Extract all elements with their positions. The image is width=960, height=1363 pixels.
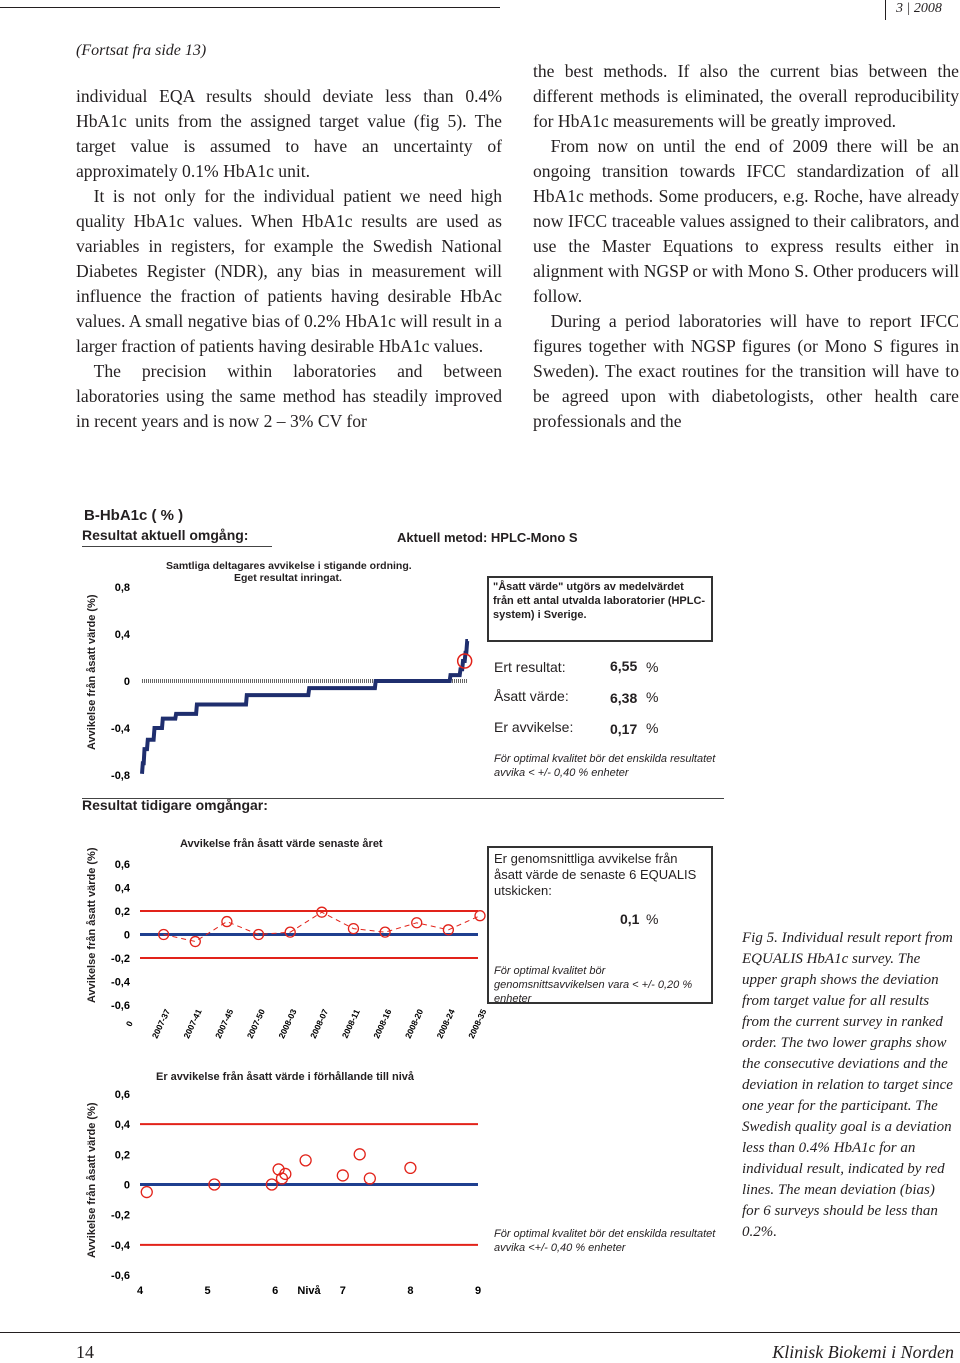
quality-note: För optimal kvalitet bör genomsnittsavvikelsen vara < +/- 0,20 % enheter (494, 965, 693, 1005)
y-tick-label: -0,6 (111, 1000, 130, 1012)
previous-heading: Resultat tidigare omgångar: (82, 797, 268, 813)
x-tick-label: 4 (136, 1285, 144, 1297)
x-tick-label: 6 (272, 1285, 279, 1297)
paragraph: individual EQA results should deviate less than 0.4% HbA1c units from the assigned target value (fig 5). The target value is assumed to have an uncertainty of approximately 0.1% HbA1c unit. (76, 86, 502, 181)
x-tick-label: 2007-37 (149, 1007, 173, 1040)
data-point (222, 917, 232, 927)
y-tick-label: 0 (123, 1179, 130, 1192)
y-axis-label: Avvikelse från åsatt värde (%) (86, 594, 98, 750)
y-tick-label: 0,4 (114, 882, 130, 895)
data-point (475, 911, 485, 921)
x-tick-label: 9 (474, 1285, 482, 1297)
right-column (533, 59, 959, 434)
result-label: Ert resultat: (494, 659, 566, 675)
y-tick-label: -0,4 (111, 1239, 130, 1252)
data-point (190, 937, 200, 947)
paragraph: the best methods. If also the current bias between the different methods is eliminated, the overall reproducibility for HbA1c measurements will be greatly improved. (533, 61, 959, 131)
y-tick-label: -0,4 (111, 723, 130, 735)
y-tick-label: -0,4 (111, 976, 130, 989)
x-tick-label: 2008-20 (402, 1007, 426, 1040)
data-point (300, 1155, 311, 1166)
y-tick-label: 0,8 (114, 582, 130, 594)
y-tick-label: 0,4 (114, 629, 130, 641)
x-tick-label: 2008-03 (276, 1007, 299, 1040)
x-tick-label: 2007-45 (213, 1007, 236, 1040)
paragraph: From now on until the end of 2009 there will be an ongoing transition towards IFCC standardization of all HbA1c methods. Some producers, e.g. Roche, have already now IFCC traceable values assigned to their calibrators, and use the Master Equations to express results either in alignment with NGSP or with Mono S. Other producers will follow. (533, 136, 959, 306)
level-chart-title: Er avvikelse från åsatt värde i förhållande till nivå (156, 1071, 415, 1083)
y-tick-label: -0,2 (111, 953, 130, 965)
paragraph: The precision within laboratories and between laboratories using the same method has steadily improved in recent years and is now 2 – 3% CV for (76, 361, 502, 431)
x-tick-label: 8 (407, 1285, 414, 1297)
unit: % (646, 911, 659, 927)
journal-title: Klinisk Biokemi i Norden (772, 1342, 954, 1362)
x-tick-label: 5 (204, 1285, 211, 1297)
ranked-chart-title: Samtliga deltagares avvikelse i stigande ordning. (166, 560, 412, 572)
y-tick-label: 0,6 (114, 859, 130, 871)
header-rule (0, 7, 500, 8)
mean-value: 0,1 (620, 911, 640, 927)
page-marker: 3 | 2008 (885, 0, 960, 20)
y-tick-label: 0,4 (114, 1119, 130, 1132)
x-tick-label: 2008-24 (434, 1007, 457, 1040)
data-point (337, 1170, 348, 1181)
y-tick-label: -0,8 (111, 770, 130, 782)
x-tick-label: 2008-35 (466, 1007, 489, 1040)
deviation-label: Er avvikelse: (494, 719, 574, 735)
x-tick-label: 2007-41 (181, 1007, 204, 1040)
continued-note: (Fortsat fra side 13) (76, 42, 207, 59)
y-tick-label: -0,6 (111, 1270, 130, 1282)
x-tick-label: 0 (123, 1019, 135, 1028)
quality-note: För optimal kvalitet bör det enskilda resultatet avvika <+/- 0,40 % enheter (494, 1228, 716, 1254)
x-tick-label: 2008-16 (371, 1007, 394, 1040)
data-point (354, 1149, 365, 1160)
data-point (405, 1162, 416, 1173)
deviation-value: 0,17 (610, 721, 638, 737)
ranked-deviation-chart (100, 560, 480, 795)
heading-rule (82, 546, 272, 547)
ranked-series (142, 641, 468, 774)
x-tick-label: 2008-11 (339, 1007, 362, 1040)
y-tick-label: 0,6 (114, 1089, 130, 1101)
level-chart (100, 1065, 490, 1305)
x-axis-label: Nivå (297, 1285, 321, 1297)
figure-title: B-HbA1c ( % ) (84, 507, 184, 524)
mean-note: Er genomsnittliga avvikelse från åsatt värde de senaste 6 EQUALIS utskicken: (494, 851, 697, 898)
left-column (76, 84, 502, 434)
y-tick-label: 0,2 (114, 1149, 130, 1162)
y-tick-label: -0,2 (111, 1209, 130, 1222)
unit: % (646, 720, 659, 736)
paragraph: It is not only for the individual patient we need high quality HbA1c values. When HbA1c results are used as variables in registers, for example the Swedish National Diabetes Register (NDR), any bias in measurement will influence the fraction of patients having desirable HbAc values. A small negative bias of 0.2% HbA1c will result in a larger fraction of patients having desirable HbA1c values. (76, 186, 502, 356)
target-value: 6,38 (610, 690, 638, 706)
y-tick-label: 0,2 (114, 906, 130, 918)
section-rule (82, 798, 724, 799)
y-tick-label: 0 (123, 676, 130, 688)
current-heading: Resultat aktuell omgång: (82, 527, 249, 543)
page-number: 14 (76, 1342, 94, 1362)
x-tick-label: 7 (339, 1285, 346, 1297)
data-point (141, 1187, 152, 1198)
target-note-box (487, 576, 713, 642)
x-tick-label: 2007-50 (244, 1007, 267, 1040)
history-chart (100, 835, 490, 1060)
target-label: Åsatt värde: (494, 688, 569, 704)
paragraph: During a period laboratories will have to report IFCC figures together with NGSP figures (or Mono S figures in Sweden). The exact routines for the transition will have to be agreed upon with diabetologists, other health care professionals and the (533, 311, 959, 431)
unit: % (646, 659, 659, 675)
unit: % (646, 689, 659, 705)
y-axis-label: Avvikelse från åsatt värde (%) (86, 1102, 98, 1258)
x-tick-label: 2008-07 (307, 1007, 331, 1040)
y-axis-label: Avvikelse från åsatt värde (%) (86, 847, 98, 1003)
data-point (364, 1173, 375, 1184)
y-tick-label: 0 (123, 929, 130, 942)
figure-caption: Fig 5. Individual result report from EQUALIS HbA1c survey. The upper graph shows the deviation from target value for all results from the current survey in ranked order. The two lower graphs show the consecutive deviations and the deviation in relation to target since one year for the participant. The Swedish quality goal is a deviation less than 0.4% HbA1c for an individual result, indicated by red lines. The mean deviation (bias) for 6 surveys should be less than 0.2%. (742, 930, 953, 1240)
history-chart-title: Avvikelse från åsatt värde senaste året (180, 838, 383, 850)
ranked-chart-subtitle: Eget resultat inringat. (234, 572, 342, 584)
target-note: "Åsatt värde" utgörs av medelvärdet från ett antal utvalda laboratorier (HPLC-system) i Sverige. (493, 581, 706, 621)
quality-note: För optimal kvalitet bör det enskilda resultatet avvika < +/- 0,40 % enheter (494, 753, 716, 779)
result-value: 6,55 (610, 658, 638, 674)
method-label: Aktuell metod: HPLC-Mono S (397, 530, 578, 545)
footer-rule (0, 1332, 960, 1333)
